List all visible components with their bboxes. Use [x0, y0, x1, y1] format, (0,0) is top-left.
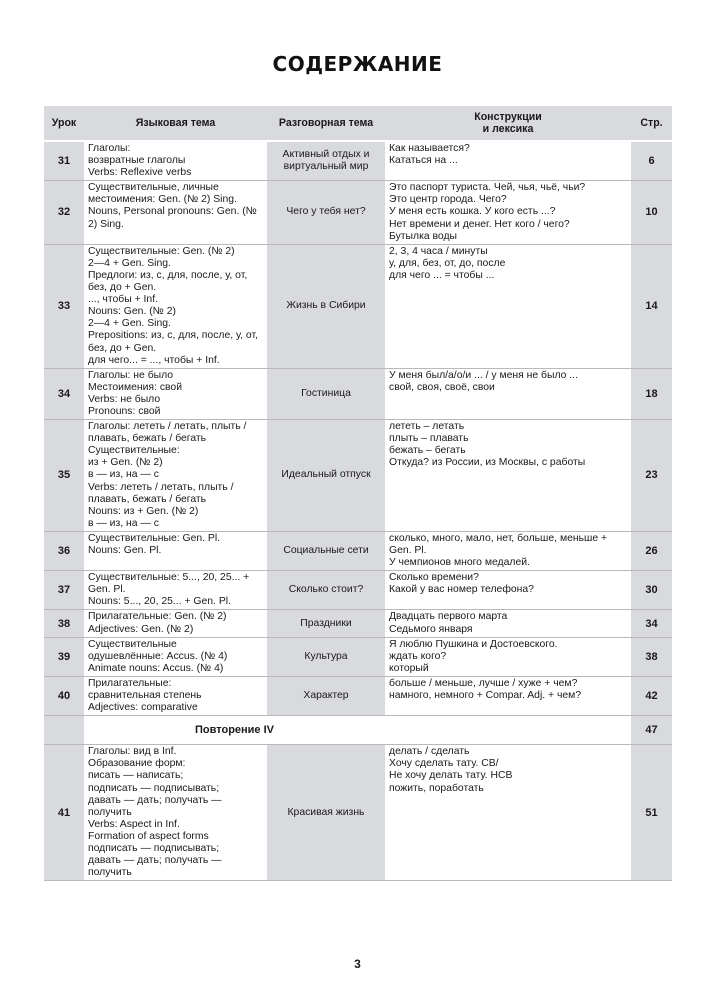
review-row	[44, 716, 672, 745]
page-ref: 18	[631, 368, 672, 419]
table-header-row	[44, 106, 672, 141]
conversation-topic: Жизнь в Сибири	[267, 244, 385, 368]
conversation-topic: Праздники	[267, 610, 385, 637]
page-ref: 42	[631, 676, 672, 715]
language-topic: Существительные одушевлённые: Accus. (№ 4) Animate nouns: Accus. (№ 4)	[84, 637, 267, 676]
language-topic: Глаголы: лететь / летать, плыть / плавать, бежать / бегать Существительные: из + Gen. (№ 2) в — из, на — с Verbs: лететь / летать, плыть / плавать, бежать / бегать Nouns: из + Gen. (№ 2) в — из, на — с	[84, 420, 267, 532]
conversation-topic: Чего у тебя нет?	[267, 181, 385, 244]
language-topic: Глаголы: возвратные глаголы Verbs: Reflexive verbs	[84, 141, 267, 181]
conversation-topic: Гостиница	[267, 368, 385, 419]
header-conversation-topic: Разговорная тема	[267, 106, 385, 141]
table-row	[44, 420, 672, 532]
language-topic: Прилагательные: Gen. (№ 2) Adjectives: Gen. (№ 2)	[84, 610, 267, 637]
header-page: Стр.	[631, 106, 672, 141]
constructions: Я люблю Пушкина и Достоевского. ждать кого? который	[385, 637, 631, 676]
page-ref: 14	[631, 244, 672, 368]
conversation-topic: Красивая жизнь	[267, 745, 385, 881]
conversation-topic: Активный отдых и виртуальный мир	[267, 141, 385, 181]
conversation-topic: Идеальный отпуск	[267, 420, 385, 532]
table-row	[44, 531, 672, 570]
header-constructions: Конструкции и лексика	[385, 106, 631, 141]
review-label: Повторение IV	[84, 716, 385, 745]
constructions: лететь – летать плыть – плавать бежать – бегать Откуда? из России, из Москвы, с работы	[385, 420, 631, 532]
table-row	[44, 637, 672, 676]
table-body	[44, 141, 672, 881]
language-topic: Глаголы: не было Местоимения: свой Verbs: не было Pronouns: свой	[84, 368, 267, 419]
table-row	[44, 244, 672, 368]
constructions: сколько, много, мало, нет, больше, меньше + Gen. Pl. У чемпионов много медалей.	[385, 531, 631, 570]
review-constructions-empty	[385, 716, 631, 745]
lesson-number: 36	[44, 531, 84, 570]
language-topic: Существительные: 5..., 20, 25... + Gen. Pl. Nouns: 5..., 20, 25... + Gen. Pl.	[84, 571, 267, 610]
language-topic: Прилагательные: сравнительная степень Adjectives: comparative	[84, 676, 267, 715]
table-row	[44, 368, 672, 419]
contents-table	[44, 106, 672, 881]
conversation-topic: Характер	[267, 676, 385, 715]
lesson-number: 31	[44, 141, 84, 181]
conversation-topic: Социальные сети	[267, 531, 385, 570]
constructions: Сколько времени? Какой у вас номер телефона?	[385, 571, 631, 610]
lesson-number: 33	[44, 244, 84, 368]
lesson-number: 39	[44, 637, 84, 676]
lesson-number: 32	[44, 181, 84, 244]
lesson-number: 37	[44, 571, 84, 610]
constructions: Как называется? Кататься на ...	[385, 141, 631, 181]
lesson-number: 35	[44, 420, 84, 532]
review-lesson-empty	[44, 716, 84, 745]
constructions: больше / меньше, лучше / хуже + чем? намного, немного + Compar. Adj. + чем?	[385, 676, 631, 715]
table-row	[44, 745, 672, 881]
constructions: Двадцать первого марта Седьмого января	[385, 610, 631, 637]
lesson-number: 34	[44, 368, 84, 419]
page-number: 3	[354, 957, 361, 971]
lesson-number: 38	[44, 610, 84, 637]
page-title: СОДЕРЖАНИЕ	[272, 52, 443, 76]
header-lesson: Урок	[44, 106, 84, 141]
lesson-number: 40	[44, 676, 84, 715]
language-topic: Глаголы: вид в Inf. Образование форм: писать — написать; подписать — подписывать; давать — дать; получать — получить Verbs: Aspect in Inf. Formation of aspect forms подписать — подписывать; давать — дать; получать — получить	[84, 745, 267, 881]
review-page-ref: 47	[631, 716, 672, 745]
page-ref: 23	[631, 420, 672, 532]
page-ref: 38	[631, 637, 672, 676]
table-row	[44, 676, 672, 715]
page-ref: 34	[631, 610, 672, 637]
page-ref: 30	[631, 571, 672, 610]
table-row	[44, 610, 672, 637]
page-ref: 51	[631, 745, 672, 881]
page-ref: 26	[631, 531, 672, 570]
table-row	[44, 181, 672, 244]
language-topic: Существительные: Gen. (№ 2) 2—4 + Gen. Sing. Предлоги: из, с, для, после, у, от, без, до + Gen. ..., чтобы + Inf. Nouns: Gen. (№ 2) 2—4 + Gen. Sing. Prepositions: из, с, для, после, у, от, без, до + Gen. для чего... = ..., чтобы + Inf.	[84, 244, 267, 368]
language-topic: Существительные: Gen. Pl. Nouns: Gen. Pl.	[84, 531, 267, 570]
constructions: 2, 3, 4 часа / минуты у, для, без, от, до, после для чего ... = чтобы ...	[385, 244, 631, 368]
constructions: У меня был/а/о/и ... / у меня не было ... свой, своя, своё, свои	[385, 368, 631, 419]
page-ref: 10	[631, 181, 672, 244]
constructions: Это паспорт туриста. Чей, чья, чьё, чьи? Это центр города. Чего? У меня есть кошка. У кого есть ...? Нет времени и денег. Нет кого / чего? Бутылка воды	[385, 181, 631, 244]
conversation-topic: Сколько стоит?	[267, 571, 385, 610]
constructions: делать / сделать Хочу сделать тату. СВ/ Не хочу делать тату. НСВ пожить, поработать	[385, 745, 631, 881]
header-language-topic: Языковая тема	[84, 106, 267, 141]
language-topic: Существительные, личные местоимения: Gen. (№ 2) Sing. Nouns, Personal pronouns: Gen. (№ 2) Sing.	[84, 181, 267, 244]
table-row	[44, 571, 672, 610]
page-ref: 6	[631, 141, 672, 181]
conversation-topic: Культура	[267, 637, 385, 676]
table-row	[44, 141, 672, 181]
lesson-number: 41	[44, 745, 84, 881]
